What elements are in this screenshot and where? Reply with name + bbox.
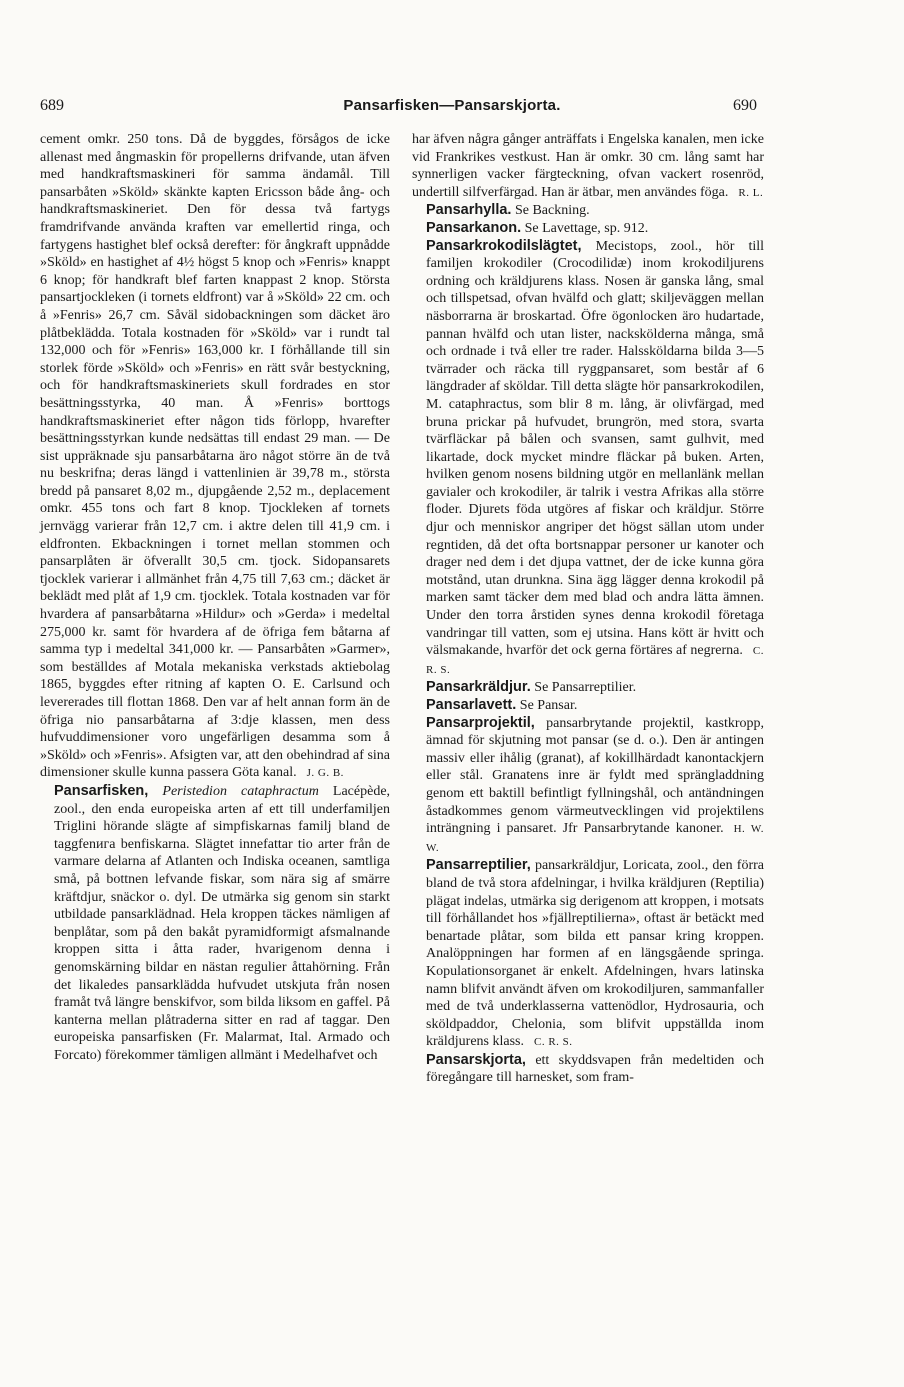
continued-paragraph (40, 131, 390, 783)
latin-name: Peristedion cataphractum (162, 783, 319, 799)
entry-headword: Pansarfisken, (54, 782, 149, 799)
author-signature: H. W. W. (426, 823, 764, 854)
entry-headword: Pansarskjorta, (426, 1051, 526, 1068)
entry-pansarkanon (412, 220, 764, 238)
entry-body: Se Backning. (514, 203, 590, 219)
page-number-left: 689 (40, 97, 64, 114)
entry-body: Mecistops, zool., hör till familjen krokodiler (Crocodilidæ) inom krokodiljurens ordning och kräldjurens klass. Nosen är ganska lång, smal och tillspetsad, ofvan hvälfd och glatt; skiljeväggen mellan näsborrarna är broskartad. Öfre ögonlocken äro hudartade, pannan hvälfd och utan lister, nackskölderna många, små och ordnade i två eller tre rader. Halssköldarna bilda 3—5 tvärrader och räcka till ryggpansaret, som består af 6 längdrader af sköldar. Till detta slägte hör pansarkrokodilen, M. cataphractus, som blir 8 m. lång, är olivfärgad, med bruna prickar på hufvudet, brungrön, med stora, svarta tvärfläckar på bålen och svansen, samt gulhvit, med likartade, dock mycket mindre fläckar på buken. Arten, hvilken genom nosens bildning utgör en mellanlänk mellan gavialer och krokodiler, är talrik i vestra Afrikas alla större floder. Djurets föda utgöres af fiskar och kräldjur. Större djur och menniskor angriper det högst sällan utom under regntiden, då det ofta bortsnappar personer ur kanoter och drager ned dem i det djupa vattnet, der de icke kunna göra motstånd, utan drunkna. Sina ägg lägger denna krokodil på marken samt täcker dem med blad och andra lätta ämnen. Under den torra årstiden synes denna krokodil företaga vandringar till vatten, som ej utsina. Hans kött är hvitt och välsmakande, hvarför det ock gerna förtäres af negrerna. (426, 238, 764, 659)
entry-headword: Pansarreptilier, (426, 857, 531, 874)
entry-pansarprojektil (412, 715, 764, 858)
entry-body: ett skyddsvapen från medeltiden och föregångare till harnesket, som fram- (426, 1052, 764, 1086)
entry-pansarskjorta (412, 1052, 764, 1087)
entry-pansarhylla (412, 202, 764, 220)
entry-headword: Pansarprojektil, (426, 714, 535, 731)
entry-body: Se Pansar. (519, 698, 578, 713)
entry-body: pansarkräldjur, Loricata, zool., den förra bland de två stora afdelningar, i hvilka kräldjuren (Reptilia) plägat indelas, utmärka sig derigenom att kroppen, i motsats till förhållandet hos »fjällreptilierna», oftast är betäckt med benartade plåtar, som bilda ett pansar kring kroppen. Analöppningen har formen af en längsgående springa. Kopulationsorganet är enkelt. Afdelningen, hvars latinska namn blifvit användt äfven om krokodiljuren, sammanfaller med de två underklasserna vattenödlor, Hydrosauria, och sköldpaddor, Chelonia, som blifvit uppställda inom kräldjurens klass. (426, 858, 764, 1050)
entry-body: Se Pansarreptilier. (534, 680, 637, 696)
entry-body: pansarbrytande projektil, kastkropp, ämnad för skjutning mot pansar (se d. o.). Den är antingen massiv eller ihålig (granat), af kokillhärdadt kanontackjern eller stål. Granatens inre är fyldt med sprängladdning genom ett baktill befintligt fyllningshål, och antändningen åstadkommes genom värmeutvecklingen vid projektilens inträngning i pansaret. Jfr Pansarbrytande kanoner. (426, 715, 764, 837)
paragraph-text: har äfven några gånger anträffats i Engelska kanalen, men icke vid Frankrikes vestkust. Han är omkr. 30 cm. lång samt har synnerligen vacker färgteckning, ofvan vackert rosenröd, undertill silfverfärgad. Han är ätbar, men användes föga. (412, 132, 764, 200)
author-signature: C. R. S. (426, 645, 764, 676)
author-signature: R. L. (738, 186, 764, 199)
entry-headword: Pansarlavett. (426, 697, 517, 713)
author-signature: C. R. S. (533, 1036, 573, 1049)
right-column (412, 131, 764, 1087)
entry-pansarreptilier (412, 857, 764, 1052)
continued-paragraph (412, 131, 764, 202)
running-title: Pansarfisken—Pansarskjorta. (343, 97, 561, 114)
entry-headword: Pansarkräldjur. (426, 679, 531, 696)
entry-pansarfisken (40, 783, 390, 1065)
entry-headword: Pansarhylla. (426, 202, 512, 219)
entry-body: Se Lavettage, sp. 912. (524, 220, 649, 236)
entry-headword: Pansarkanon. (426, 219, 522, 236)
entry-pansarkrokodilslagtet (412, 238, 764, 680)
page-number-right: 690 (733, 97, 757, 114)
entry-headword: Pansarkrokodilslägtet, (426, 237, 582, 254)
paragraph-text: cement omkr. 250 tons. Då de byggdes, försågos de icke allenast med ångmaskin för propellerns drifvande, utan äfven med handkraftsmaskineri för samma ändamål. Till pansarbåten »Sköld» skänkte kapten Ericsson både ång- och handkraftsmaskineriet. Den för dessa två fartygs framdrifvande använda kraften var emellertid ringa, och fartygens hastighet blef också derefter: för ångkraft uppnådde »Sköld» en hastighet af 4½ högst 5 knop och »Fenris» knappt 6 knop; för handkraft blef farten knappast 2 knop. Största pansartjockleken (i tornets eldfront) var å »Sköld» 22 cm. och å »Fenris» 26,7 cm. Såväl sidobackningen som däcket äro plåtbeklädda. Totala kostnaden för »Sköld» var i rundt tal 132,000 och för »Fenris» 163,000 kr. I förhållande till sin storlek förde »Sköld» och »Fenris» en rätt svår bestyckning, och för handkraftsmaskineriets skull fordrades en stor besättningsstyrka, 40 man. Å »Fenris» borttogs handkraftsmaskineriet efter någon tids förlopp, hvarefter besättningsstyrkan kunde nedsättas till endast 29 man. — De sist uppräknade sju pansarbåtarna äro något större än de två nu beskrifna; deras längd i vattenlinien är 39,78 m., största bredd på pansaret 8,02 m., djupgående 2,52 m., deplacement omkr. 455 tons och fart 8 knop. Tjockleken af tornets jernvägg varierar från 12,7 cm. i aktre delen till 41,9 cm. i eldfronten. Ekbackningen i tornet mellan stommen och pansarplåten är öfverallt 30,5 cm. tjock. Sidopansarets tjocklek varierar i allmänhet från 4,75 till 7,63 cm.; däcket är beklädt med plåt af 1,9 cm. tjocklek. Totala kostnaden var för hvardera af pansarbåtarna »Hildur» och »Gerda» i medeltal 275,000 kr. samt för hvardera af de öfriga fem båtarna af samma typ i medeltal 341,000 kr. — Pansarbåten »Garmer», som beställdes af Motala mekaniska verkstads aktiebolag 1865, byggdes efter ritning af kapten O. E. Carlsund och levererades till flottan 1868. Den var af helt annan form än de öfriga nio pansarbåtarna af 3:dje klassen, men dess hufvuddimensioner voro ungefärligen desamma som å »Sköld» och »Fenris». Afsigten var, att den obehindrad af sina dimensioner skulle kunna passera Göta kanal. (40, 132, 390, 781)
entry-pansarlavett (412, 697, 764, 715)
author-signature: J. G. B. (306, 767, 344, 780)
entry-pansarkraldjur (412, 679, 764, 697)
left-column (40, 131, 390, 1064)
entry-body: Lacépède, zool., den enda europeiska arten af ett till underfamiljen Triglini hörande slägte af simpfiskarnas familj bland de taggfenига benfiskarna. Slägtet innefattar tio arter från de varmare delarna af Atlanten och Indiska oceanen, samtliga små, på bottnen lefvande fiskar, som nära sig af smärre kräftdjur, snäckor o. dyl. De utmärka sig genom sin starkt utbildade pansarklädnad. Hela kroppen täckes nämligen af benplåtar, som på den bakåt pyramidformigt afsmalnande kroppen sitta i åtta rader, hvarigenom denna i genomskärning bildar en nästan regulier åttahörning. Från det likaledes pansarklädda hufvudet utskjuta från nosen framåt två längre benskifvor, som bilda liksom en gaffel. På kanterna mellan plåtraderna sitter en rad af taggar. Den europeiska pansarfisken (Fr. Malarmat, Ital. Armado och Forcato) förekommer tämligen allmänt i Medelhafvet och (54, 783, 391, 1063)
